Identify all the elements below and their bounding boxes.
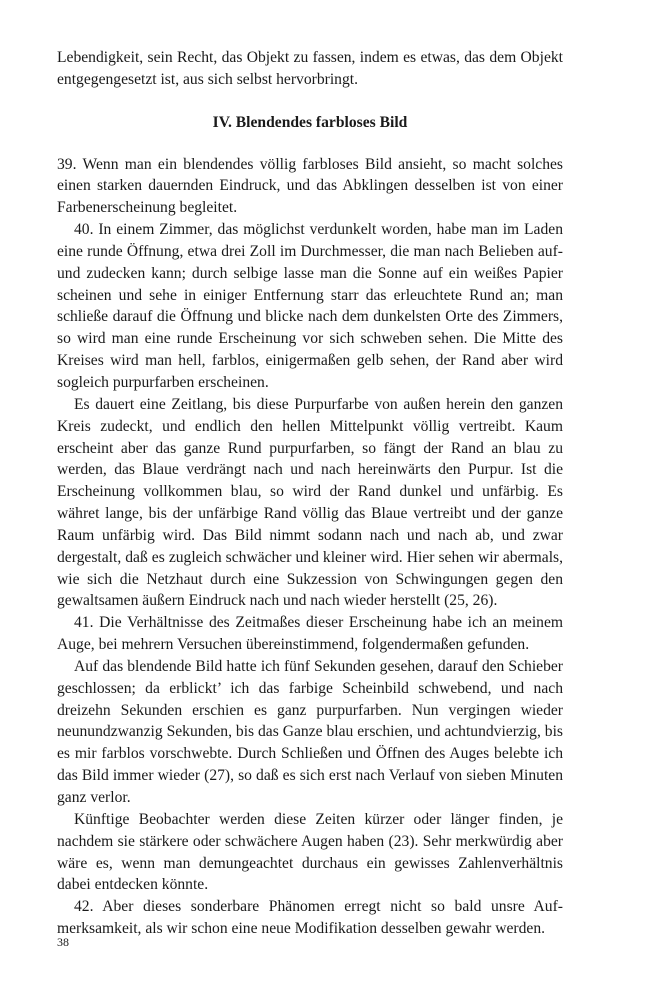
- paragraph-41-future-observers: Künftige Beobachter werden diese Zeiten kürzer oder länger finden, je nachdem sie stärkere oder schwächere Augen haben (23). Sehr merkwürdig aber wäre es, wenn man demungeachtet durchaus ein gewisses Zahlenverhältnis dabei entdecken könnte.: [57, 810, 563, 894]
- intro-paragraph: Lebendigkeit, sein Recht, das Objekt zu fassen, indem es etwas, das dem Objekt entgegengesetzt ist, aus sich selbst hervorbringt.: [57, 49, 563, 88]
- paragraph-40-continued: Es dauert eine Zeitlang, bis diese Purpurfarbe von außen herein den ganzen Kreis zudeckt, und endlich den hellen Mittelpunkt völlig vertreibt. Kaum erscheint aber das ganze Rund purpurfarben, so fängt der Rand an blau zu werden, das Blaue verdrängt nach und nach hereinwärts den Purpur. Ist die Erscheinung vollkommen blau, so wird der Rand dunkel und unfärbig. Es währet lange, bis der unfärbige Rand völlig das Blaue vertreibt und der ganze Raum unfärbig wird. Das Bild nimmt sodann nach und nach ab, und zwar dergestalt, daß es zugleich schwächer und kleiner wird. Hier sehen wir abermals, wie sich die Netzhaut durch eine Sukzession von Schwingungen gegen den gewaltsamen äußern Eindruck nach und nach wieder herstellt (25, 26).: [57, 395, 563, 610]
- paragraph-41-observation: Auf das blendende Bild hatte ich fünf Sekunden gesehen, darauf den Schieber geschlossen; da erblickt’ ich das farbige Scheinbild schwebend, und nach dreizehn Sekunden erschien es ganz purpurfarben. Nun vergingen wieder neunundzwanzig Sekunden, bis das Ganze blau erschien, und achtundvierzig, bis es mir farblos vorschwebte. Durch Schließen und Öffnen des Auges belebte ich das Bild immer wieder (27), so daß es sich erst nach Verlauf von sieben Minuten ganz verlor.: [57, 657, 563, 806]
- paragraph-41: 41. Die Verhältnisse des Zeitmaßes dieser Erscheinung habe ich an meinem Auge, bei mehrern Versuchen übereinstimmend, folgendermaßen gefunden.: [57, 614, 563, 654]
- paragraph-39: 39. Wenn man ein blendendes völlig farbloses Bild ansieht, so macht solches einen starken dauernden Eindruck, und das Abklingen desselben ist von einer Farbenerscheinung begleitet.: [57, 155, 563, 217]
- paragraph-40: 40. In einem Zimmer, das möglichst verdunkelt worden, habe man im Laden eine runde Öffnung, etwa drei Zoll im Durchmesser, die man nach Belieben auf- und zudecken kann; durch selbige lasse man die Sonne auf ein weißes Papier scheinen und sehe in einiger Entfernung starr das erleuchtete Rund an; man schließe darauf die Öffnung und blicke nach dem dunkelsten Orte des Zimmers, so wird man eine runde Erscheinung vor sich schweben sehen. Die Mitte des Kreises wird man hell, farblos, einigermaßen gelb sehen, der Rand aber wird sogleich purpurfarben erscheinen.: [57, 221, 563, 391]
- page-number: 38: [57, 935, 69, 949]
- section-heading: IV. Blendendes farbloses Bild: [212, 113, 408, 131]
- paragraph-42: 42. Aber dieses sonderbare Phänomen erregt nicht so bald unsre Aufmerksamkeit, als wir schon eine neue Modifikation desselben gewahr werden.: [57, 898, 563, 938]
- text-block: [57, 47, 563, 940]
